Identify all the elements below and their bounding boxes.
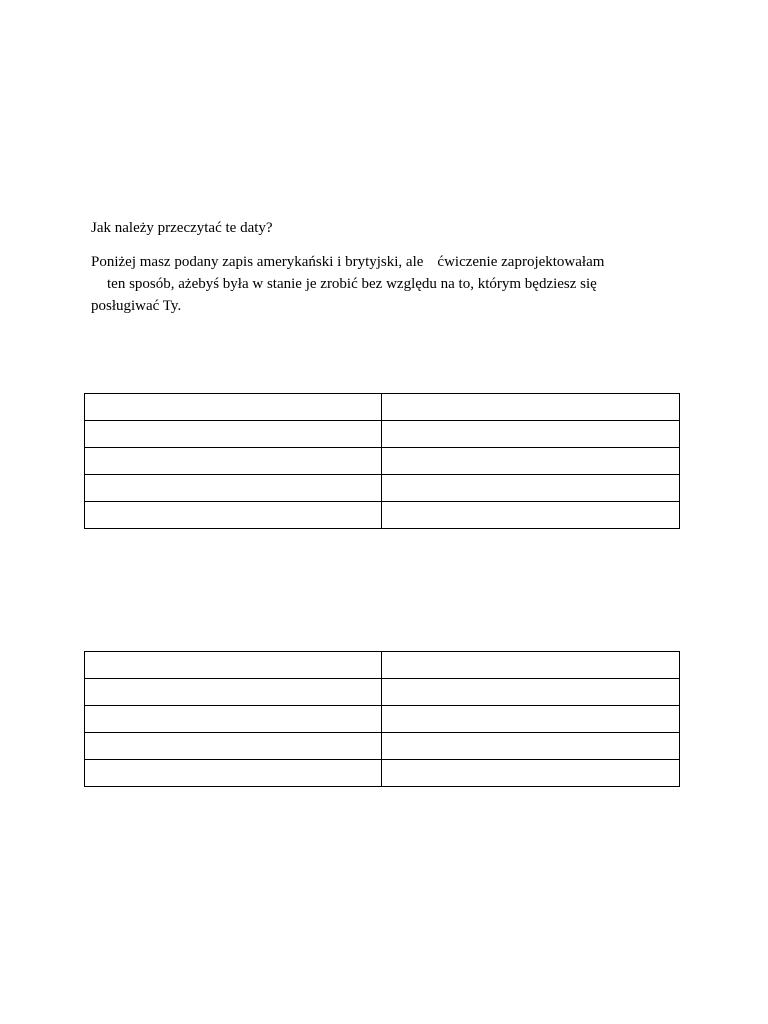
intro-line-2: ten sposób, ażebyś była w stanie je zrobić bez względu na to, którym będziesz się xyxy=(107,276,597,292)
intro-line-1 xyxy=(91,251,691,273)
table-row xyxy=(85,679,680,706)
table-row xyxy=(85,448,680,475)
table-row xyxy=(85,475,680,502)
table-cell[interactable] xyxy=(85,502,382,529)
table-row xyxy=(85,394,680,421)
table-cell[interactable] xyxy=(382,448,680,475)
intro-line-1-part-b: ćwiczenie zaprojektowałam xyxy=(437,254,605,270)
table-row xyxy=(85,652,680,679)
table-cell[interactable] xyxy=(382,394,680,421)
table-row xyxy=(85,733,680,760)
intro-line-3: posługiwać Ty. xyxy=(91,298,182,314)
table-cell[interactable] xyxy=(85,733,382,760)
table-cell[interactable] xyxy=(382,421,680,448)
table-cell[interactable] xyxy=(382,475,680,502)
intro-line-1-part-a: Poniżej masz podany zapis amerykański i brytyjski, ale xyxy=(91,254,424,270)
intro-paragraph xyxy=(91,251,691,317)
date-table-1 xyxy=(84,393,680,529)
table-row xyxy=(85,760,680,787)
table-cell[interactable] xyxy=(85,760,382,787)
table-cell[interactable] xyxy=(382,679,680,706)
table-cell[interactable] xyxy=(382,760,680,787)
table-cell[interactable] xyxy=(85,679,382,706)
table-cell[interactable] xyxy=(85,652,382,679)
table-cell[interactable] xyxy=(85,448,382,475)
table-cell[interactable] xyxy=(85,706,382,733)
table-cell[interactable] xyxy=(382,652,680,679)
table-cell[interactable] xyxy=(382,502,680,529)
table-cell[interactable] xyxy=(85,475,382,502)
table-cell[interactable] xyxy=(382,706,680,733)
table-cell[interactable] xyxy=(85,421,382,448)
table-cell[interactable] xyxy=(85,394,382,421)
table-row xyxy=(85,421,680,448)
date-table-2 xyxy=(84,651,680,787)
table-row xyxy=(85,502,680,529)
table-cell[interactable] xyxy=(382,733,680,760)
question-heading: Jak należy przeczytać te daty? xyxy=(91,220,273,236)
table-row xyxy=(85,706,680,733)
